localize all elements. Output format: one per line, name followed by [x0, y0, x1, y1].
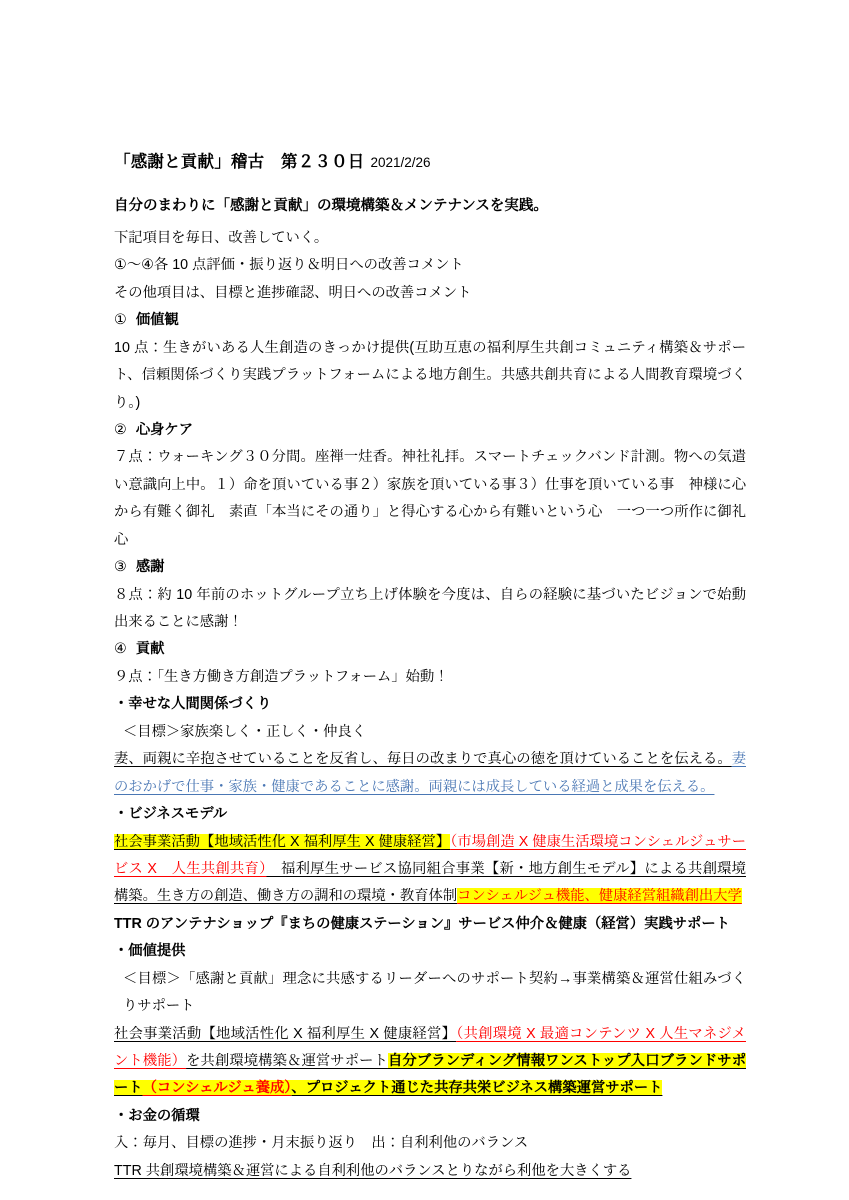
- section-title-2: 心身ケア: [135, 421, 194, 438]
- vo-run-highlight-bold-2: 、プロジェクト通じた共存共栄ビジネス構築運営サポート: [291, 1080, 663, 1097]
- business-model-heading: ・ビジネスモデル: [114, 806, 228, 823]
- section-title-4: 貢献: [135, 641, 165, 658]
- section-number-1: ①: [114, 312, 127, 329]
- relationships-body: [114, 746, 746, 801]
- value-offer-goal: ＜目標＞「感謝と貢献」理念に共感するリーダーへのサポート契約→事業構築＆運営仕組みづくりサポート: [123, 970, 746, 1015]
- section-heading-4: [114, 636, 746, 663]
- lede-statement: 自分のまわりに「感謝と貢献」の環境構築＆メンテナンスを実践。: [114, 198, 548, 215]
- intro-line-1: 下記項目を毎日、改善していく。: [114, 229, 329, 246]
- section-number-3: ③: [114, 559, 127, 576]
- bm-run-highlight-black: 社会事業活動【地域活性化 X 福利厚生 X 健康経営】: [114, 833, 451, 850]
- section-body-3: ８点：約 10 年前のホットグループ立ち上げ体験を今度は、自らの経験に基づいたビジョンで始動出来ることに感謝！: [114, 586, 746, 631]
- document-date: 2021/2/26: [370, 155, 431, 170]
- money-flow-in-out: 入：毎月、目標の進捗・月末振り返り 出：自利利他のバランス: [114, 1135, 529, 1152]
- relationships-body-black: 妻、両親に辛抱させていることを反省し、毎日の改まりで真心の徳を頂けていることを伝える。: [114, 751, 732, 768]
- vo-run-highlight-bold-1: 自分ブランディング情報ワンストップ入口ブランドサポート: [114, 1053, 746, 1097]
- section-heading-2: [114, 417, 746, 444]
- section-body-1: 10 点：生きがいある人生創造のきっかけ提供(互助互恵の福利厚生共創コミュニティ構築＆サポート、信頼関係づくり実践プラットフォームによる地方創生。共感共創共育による人間教育環境づくり。): [114, 339, 746, 411]
- value-offer-heading: ・価値提供: [114, 943, 186, 960]
- bm-run-red-highlight: コンシェルジュ機能、健康経営組織創出大学: [457, 888, 742, 905]
- section-title-1: 価値観: [135, 312, 179, 329]
- vo-run-black-2: を共創環境構築＆運営サポート: [186, 1053, 388, 1070]
- bm-run-red-1: （市場創造 X 健康生活環境コンシェルジュサービス X 人生共創共育）: [114, 833, 746, 877]
- section-body-4: ９点：「生き方働き方創造プラットフォーム」始動！: [114, 668, 449, 685]
- section-heading-1: [114, 307, 746, 334]
- vo-run-highlight-red-bold: （コンシェルジュ養成）: [142, 1080, 292, 1097]
- relationships-goal: ＜目標＞家族楽しく・正しく・仲良く: [123, 723, 367, 740]
- page-title: [114, 152, 746, 173]
- section-heading-3: [114, 554, 746, 581]
- vo-run-black-1: 社会事業活動【地域活性化 X 福利厚生 X 健康経営】: [114, 1025, 457, 1042]
- section-number-4: ④: [114, 641, 127, 658]
- intro-line-3: その他項目は、目標と進捗確認、明日への改善コメント: [114, 284, 472, 301]
- intro-line-2: ①～④各 10 点評価・振り返り＆明日への改善コメント: [114, 257, 464, 274]
- business-model-ttr-line: TTR のアンテナショップ『まちの健康ステーション』サービス仲介＆健康（経営）実践サポート: [114, 915, 730, 932]
- money-flow-underlined: [114, 1158, 746, 1185]
- section-body-2: ７点：ウォーキング３０分間。座禅一炷香。神社礼拝。スマートチェックバンド計測。物への気遣い意識向上中。１）命を頂いている事２）家族を頂いている事３）仕事を頂いている事 神様に心から有難く御礼 素直「本当にその通り」と得心する心から有難いという心 一つ一つ所作に御礼心: [114, 449, 746, 548]
- section-number-2: ②: [114, 421, 127, 438]
- bm-run-black-1: 福利厚生サービス協同組合事業【新・地方創生モデル】による共創環境構築。生き方の創造、働き方の調和の環境・教育体制: [114, 860, 746, 905]
- section-title-3: 感謝: [135, 559, 165, 576]
- vo-run-red-1: （共創環境 X 最適コンテンツ X 人生マネジメント機能）: [114, 1025, 746, 1070]
- relationships-body-blue: 妻のおかげで仕事・家族・健康であることに感謝。両親には成長している経過と成果を伝える。: [114, 751, 746, 795]
- relationships-heading: ・幸せな人間関係づくり: [114, 696, 272, 713]
- value-offer-body: [114, 1021, 746, 1103]
- business-model-body: [114, 829, 746, 911]
- money-flow-heading: ・お金の循環: [114, 1107, 200, 1124]
- title-text: 「感謝と貢献」稽古 第２３０日: [114, 153, 365, 171]
- money-flow-underlined-text: TTR 共創環境構築＆運営による自利利他のバランスとりながら利他を大きくする: [114, 1162, 632, 1179]
